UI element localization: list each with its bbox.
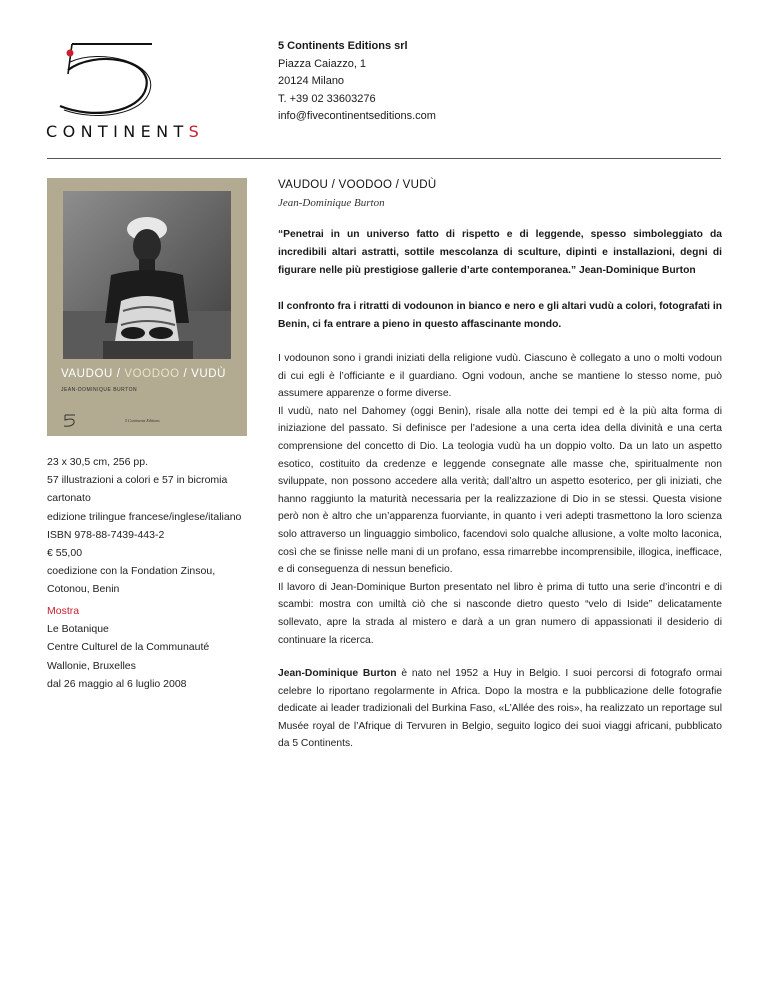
book-title: VAUDOU / VOODOO / VUDÙ: [278, 179, 437, 191]
logo-wordmark: [46, 122, 204, 141]
cover-photo: [63, 191, 231, 359]
cover-title-part-a: VAUDOU /: [61, 368, 125, 380]
exhibition-line: Centre Culturel de la Communauté Wallonie, Bruxelles: [47, 641, 210, 672]
book-author: Jean-Dominique Burton: [278, 197, 385, 209]
street-address: Piazza Caiazzo, 1: [278, 57, 367, 70]
email-address[interactable]: info@fivecontinentseditions.com: [278, 110, 436, 123]
author-bio: [278, 665, 722, 753]
cover-publisher-mark: 5 Continents Editions: [125, 418, 160, 423]
five-logo-icon: [54, 40, 164, 120]
cover-title-part-b: VOODOO: [124, 368, 180, 380]
cover-five-logo-icon: [63, 414, 77, 428]
exhibition-info: [47, 602, 252, 693]
book-cover: [47, 178, 247, 436]
body-paragraph: Il lavoro di Jean-Dominique Burton presentato nel libro è prima di tutto una serie d’incontri e di scambi: mostra con umiltà ciò che si nasconde dietro questo “velo di Iside” delicatamente sollevato, apre la strada al mistero e darà a un gran numero di appassionati il desiderio di continuare la ricerca.: [278, 581, 722, 646]
cover-author: JEAN-DOMINIQUE BURTON: [61, 387, 138, 393]
spec-line: ISBN 978-88-7439-443-2: [47, 528, 165, 541]
body-paragraph: I vodounon sono i grandi iniziati della religione vudù. Ciascuno è collegato a uno o molti vodoun di cui egli è l’officiante e il guardiano. Ogni vodoun, anche se mantiene lo stesso nome, può assumere apparenze o forme diverse.: [278, 353, 722, 400]
spec-line: cartonato: [47, 492, 91, 505]
cover-title-part-c: / VUDÙ: [179, 368, 227, 380]
author-quote: “Penetrai in un universo fatto di rispetto e di leggende, spesso simboleggiato da incredibili altari astratti, sottile mescolanza di sculture, dipinti e installazioni, degni di figurare nelle più prestigiose gallerie d’arte contemporanea.” Jean-Dominique Burton: [278, 229, 722, 276]
main-content: [278, 178, 722, 753]
header-divider: [47, 158, 721, 159]
spec-line: edizione trilingue francese/inglese/italiano: [47, 510, 242, 523]
intro-paragraph: Il confronto fra i ritratti di vodounon in bianco e nero e gli altari vudù a colori, fotografati in Benin, ci fa entrare a pieno in questo affascinante mondo.: [278, 301, 722, 330]
book-specs: [47, 453, 252, 599]
phone-number: T. +39 02 33603276: [278, 92, 376, 105]
spec-line: € 55,00: [47, 547, 83, 560]
spec-line: 57 illustrazioni a colori e 57 in bicromia: [47, 474, 228, 487]
body-paragraph: Il vudù, nato nel Dahomey (oggi Benin), risale alla notte dei tempi ed è la più alta forma di iniziazione del passato. Si definisce per l’adesione a una certa idea della divinità e una certa comprensione del concetto di Dio. La teologia vudù ha un doppio volto. Da un lato un aspetto esotico, costituito da credenze e leggende consegnate alle masse che, spiritualmente non sviluppate, non possono accedere alla verità; dall’altro un aspetto esoterico, per gli iniziati, che hanno raggiunto la maturità necessaria per la realizzazione di Dio in se stessi. Questa visione però non è altro che un’apparenza fuorviante, in quanto i veri adepti trasmettono la loro scienza solo attraverso un linguaggio simbolico, facendovi solo qualche allusione, a volte molto laconica, così che se finisse nelle mani di un profano, essa rimarrebbe incomprensibile, illogica, inefficace, e di conseguenza di nessun beneficio.: [278, 405, 722, 576]
description-body: [278, 350, 722, 649]
exhibition-line: Le Botanique: [47, 623, 109, 636]
company-name: 5 Continents Editions srl: [278, 40, 408, 52]
spec-line: coedizione con la Fondation Zinsou, Cotonou, Benin: [47, 565, 216, 596]
city-address: 20124 Milano: [278, 75, 345, 88]
logo-word-main: CONTINENT: [46, 122, 189, 141]
exhibition-label: Mostra: [47, 605, 80, 617]
bio-author-name: Jean-Dominique Burton: [278, 668, 397, 680]
spec-line: 23 x 30,5 cm, 256 pp.: [47, 456, 148, 468]
publisher-address: [278, 38, 436, 126]
cover-title: [61, 368, 226, 380]
logo-word-accent: S: [188, 122, 205, 141]
publisher-logo: [46, 40, 205, 150]
exhibition-line: dal 26 maggio al 6 luglio 2008: [47, 677, 187, 690]
bio-text: è nato nel 1952 a Huy in Belgio. I suoi percorsi di fotografo ormai celebre lo riportano regolarmente in Africa. Dopo la mostra e la pubblicazione delle fotografie dedicate ai leader tradizionali del Burkina Faso, «L’Allée des rois», ha realizzato un reportage sul Musée royal de l’Afrique di Tervuren in Belgio, seguito logico dei suoi viaggi africani, pubblicato da 5 Continents.: [278, 668, 723, 750]
